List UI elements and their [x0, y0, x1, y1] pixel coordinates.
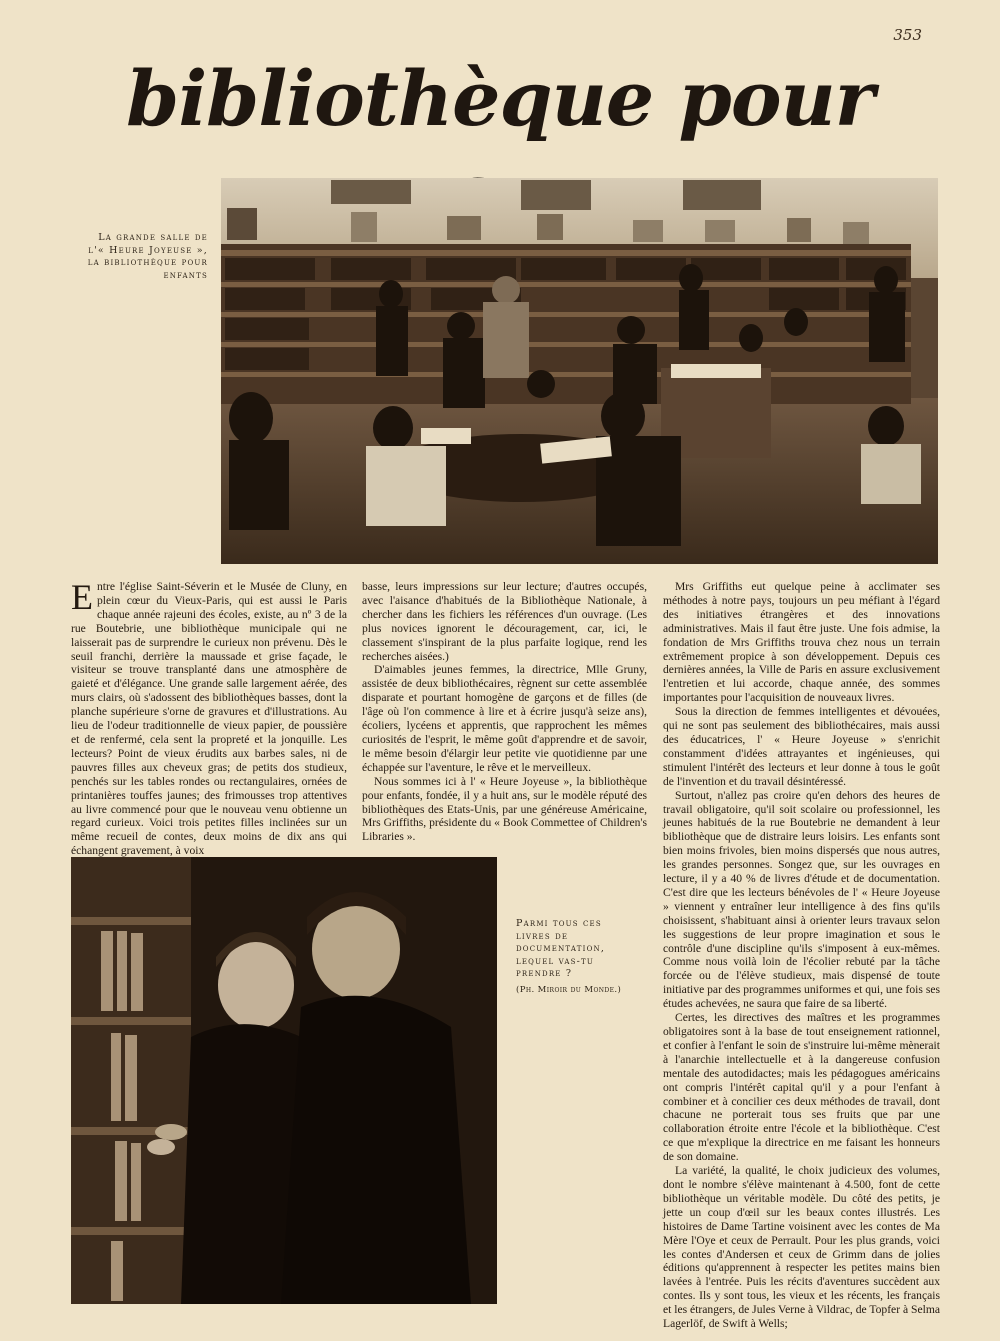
caption-reading-room: La grande salle de l'« Heure Joyeuse », la bibliothèque pour enfants	[87, 232, 208, 281]
article-paragraph: Sous la direction de femmes intelligentes et dévouées, qui ne sont pas seulement des bibliothécaires, mais aussi des éducatrices, l' « Heure Joyeuse » s'enrichit constamment d'idées attrayantes et ingénieuses, qui stimulent l'intérêt des lecteurs et leur donne à tous le goût de l'invention et du travail désintéressé.	[663, 705, 940, 788]
article-paragraph: Mrs Griffiths eut quelque peine à acclimater ses méthodes à notre pays, toujours un peu méfiant à l'égard des initiatives étrangères et des innovations administratives. Mais il faut être juste. Une fois admise, la fondation de Mrs Griffiths trouva chez nous un terrain extrêmement propice à son développement. Depuis ces dernières années, la Ville de Paris en assure exclusivement l'entretien et lui accorde, chaque année, des sommes importantes pour l'acquisition de nouveaux livres.	[663, 580, 940, 705]
page-number: 353	[893, 26, 922, 44]
article-paragraph-text: ntre l'église Saint-Séverin et le Musée de Cluny, en plein cœur du Vieux-Paris, qui est aussi le Paris chaque année rajeuni des écoles, existe, au nº 3 de la rue Boutebrie, une bibliothèque municipale qui ne laisserait pas de surprendre le curieux non prévenu. Dès le seuil franchi, derrière la maussade et grise façade, le visiteur se trouve transplanté dans une atmosphère de gaieté et d'élégance. Une grande salle largement aérée, des murs clairs, où s'adossent des bibliothèques basses, dont la planche supérieure s'orne de gravures et d'illustrations. Au lieu de l'odeur traditionnelle de vieux papier, de poussière et de renfermé, cela sent la propreté et la jonquille. Les lecteurs? Point de vieux érudits aux barbes sales, ni de pauvres filles aux cheveux gras; de petits dos studieux, penchés sur les tables rondes ou rectangulaires, ornées de printanières touffes jaunes; des frimousses trop attentives au livre commencé pour que le nouveau venu obtienne un regard curieux. Voici trois petites filles inclinées sur un même recueil de contes, deux moins de dix ans qui échangent gravement, à voix	[71, 580, 347, 858]
article-paragraph: Nous sommes ici à l' « Heure Joyeuse », la bibliothèque pour enfants, fondée, il y a huit ans, sur le modèle réputé des bibliothèques des Etats-Unis, par une généreuse Américaine, Mrs Griffiths, présidente du « Book Commettee of Children's Libraries ».	[362, 774, 647, 844]
article-paragraph: basse, leurs impressions sur leur lecture; d'autres occupés, avec l'aisance d'habitués de la Bibliothèque Nationale, à chercher dans les fichiers les références d'un ouvrage. (Les plus novices ignorent le découragement, car, ici, le classement s'inspirant de la plus parfaite logique, rend les recherches aisées.)	[362, 580, 647, 663]
photo-credit: (Ph. Miroir du Monde.)	[516, 984, 622, 995]
caption-bookshelf-text: Parmi tous ces livres de documentation, lequel vas-tu prendre ?	[516, 918, 606, 979]
reading-room-illustration	[221, 178, 938, 564]
article-paragraph: Surtout, n'allez pas croire qu'en dehors des heures de travail obligatoire, qu'il soit scolaire ou professionnel, les jeunes habitués de la rue Boutebrie ne demandent à leur bibliothèque que de distraire leurs loisirs. Les enfants sont bien moins frivoles, bien moins dispersés que nous autres, les grandes personnes. Songez que, sur les ouvrages en lecture, il y a 40 % de livres d'étude et de documentation. C'est dire que les lecteurs bénévoles de l' « Heure Joyeuse » viennent y entraîner leur intelligence à des fins qu'ils choisissent, s'habituant ainsi à orienter leurs travaux selon les suggestions de leur propre imagination et sous le contrôle d'une discipline qu'ils s'imposent à eux-mêmes. Comme nous voilà loin de l'écolier rebuté par la tâche forcée ou de l'élève studieux, mais dispensé de toute initiative par des programmes uniformes et qui, une fois ses études achevées, ne saura que faire de sa liberté.	[663, 788, 940, 1011]
article-column-3	[663, 580, 940, 1331]
article-column-1	[71, 577, 347, 858]
article-paragraph	[71, 577, 347, 858]
caption-bookshelf	[516, 918, 626, 996]
reading-room-photo	[221, 178, 938, 564]
article-paragraph: La variété, la qualité, le choix judicieux des volumes, dont le nombre s'élève maintenant à 4.500, font de cette bibliothèque un véritable modèle. Du côté des petits, je jette un coup d'œil sur les beaux contes illustrés. Les histoires de Dame Tartine voisinent avec les contes de Ma Mère l'Oye et ceux de Perrault. Pour les plus grands, voici les contes d'Andersen et ceux de Grimm dans de jolies éditions qu'apprennent à respecter les petites mains bien lavées à l'entrée. Puis les récits d'aventures succèdent aux contes. Ils y sont tous, les vieux et les récents, les français et les étrangers, de Jules Verne à Vildrac, de Topfer à Selma Lagerlöf, de Swift à Wells;	[663, 1164, 940, 1331]
children-bookshelf-illustration	[71, 857, 497, 1304]
page-title: bibliothèque pour	[126, 54, 874, 143]
article-paragraph: Certes, les directives des maîtres et les programmes obligatoires sont à la base de tout enseignement rationnel, et confier à l'enfant le soin de s'instruire lui-même mènerait à l'anarchie intellectuelle et à la dangereuse confusion mentale des autodidactes; mais les pédagogues américains ont compris l'intérêt capital qu'il y a pour l'enfant à combiner et à concilier ces deux méthodes de travail, dont chacune ne porterait tous ses fruits que par une collaboration étroite entre l'école et la bibliothèque. C'est ce que m'explique la directrice en me faisant les honneurs de son domaine.	[663, 1011, 940, 1164]
article-column-2	[362, 580, 647, 844]
article-paragraph: D'aimables jeunes femmes, la directrice, Mlle Gruny, assistée de deux bibliothécaires, règnent sur cette assemblée disparate et pourtant homogène de garçons et de filles (de l'âge où l'on commence à lire et à écrire jusqu'à seize ans), écoliers, lycéens et apprentis, que rapprochent les mêmes curiosités de l'esprit, le même goût d'apprendre et de savoir, le même besoin d'élargir leur petite vie quotidienne par une échappée sur l'aventure, le rêve et le merveilleux.	[362, 663, 647, 774]
children-bookshelf-photo	[71, 857, 497, 1304]
drop-cap: E	[71, 577, 93, 617]
